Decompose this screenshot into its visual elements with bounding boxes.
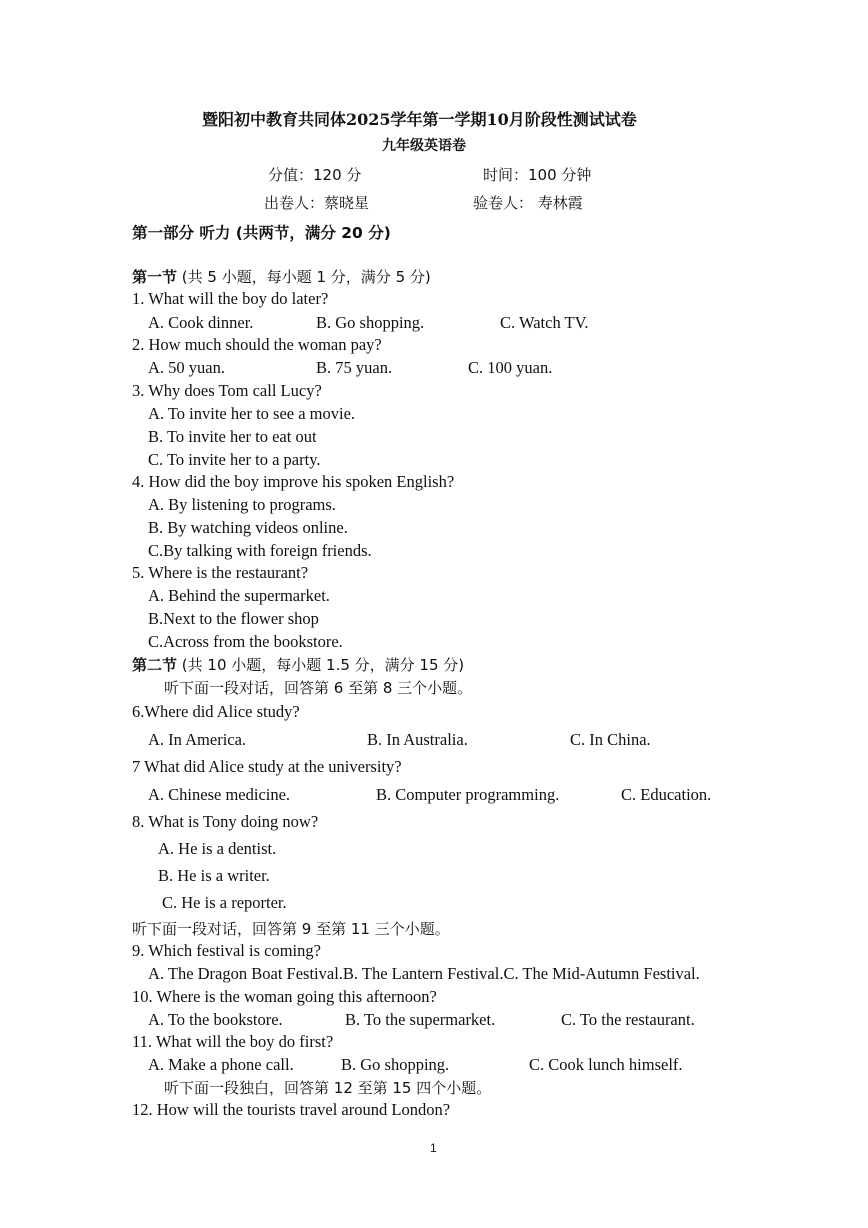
- section2-instruction-3: 听下面一段独白，回答第 12 至第 15 四个小题。: [164, 1079, 492, 1097]
- question-8: 8. What is Tony doing now?: [132, 812, 319, 831]
- section1-heading: [132, 266, 431, 287]
- q2-option-b: B. 75 yuan.: [316, 358, 393, 377]
- q8-option-c: C. He is a reporter.: [162, 893, 287, 912]
- q6-option-a: A. In America.: [148, 730, 247, 749]
- score-info: 分值：120 分: [268, 166, 362, 184]
- q11-option-c: C. Cook lunch himself.: [529, 1055, 683, 1074]
- q10-option-c: C. To the restaurant.: [561, 1010, 695, 1029]
- q9-options: A. The Dragon Boat Festival.B. The Lantern Festival.C. The Mid-Autumn Festival.: [148, 964, 700, 983]
- question-12: 12. How will the tourists travel around London?: [132, 1100, 451, 1119]
- question-11: 11. What will the boy do first?: [132, 1032, 334, 1051]
- q2-option-c: C. 100 yuan.: [468, 358, 553, 377]
- time-info: 时间：100 分钟: [483, 166, 592, 184]
- section1-heading-bold: 第一节: [132, 268, 178, 286]
- q5-option-b: B.Next to the flower shop: [148, 609, 319, 628]
- question-1: 1. What will the boy do later?: [132, 289, 329, 308]
- part1-heading: 第一部分 听力 (共两节，满分 20 分): [132, 224, 391, 242]
- section2-heading: [132, 654, 464, 675]
- question-2: 2. How much should the woman pay?: [132, 335, 382, 354]
- section2-heading-rest: (共 10 小题，每小题 1.5 分，满分 15 分): [177, 656, 465, 674]
- question-4: 4. How did the boy improve his spoken English?: [132, 472, 455, 491]
- section2-instruction-1: 听下面一段对话，回答第 6 至第 8 三个小题。: [164, 679, 473, 697]
- q1-option-c: C. Watch TV.: [500, 313, 589, 332]
- q6-option-c: C. In China.: [570, 730, 651, 749]
- question-6: 6.Where did Alice study?: [132, 702, 300, 721]
- q7-option-a: A. Chinese medicine.: [148, 785, 291, 804]
- q3-option-c: C. To invite her to a party.: [148, 450, 321, 469]
- q4-option-b: B. By watching videos online.: [148, 518, 348, 537]
- question-5: 5. Where is the restaurant?: [132, 563, 309, 582]
- question-7: 7 What did Alice study at the university?: [132, 757, 402, 776]
- section1-heading-rest: (共 5 小题，每小题 1 分，满分 5 分): [177, 268, 431, 286]
- checker-info: 验卷人： 寿林霞: [473, 194, 583, 212]
- q3-option-a: A. To invite her to see a movie.: [148, 404, 356, 423]
- q3-option-b: B. To invite her to eat out: [148, 427, 317, 446]
- q7-option-b: B. Computer programming.: [376, 785, 560, 804]
- q8-option-a: A. He is a dentist.: [158, 839, 277, 858]
- q5-option-c: C.Across from the bookstore.: [148, 632, 343, 651]
- question-10: 10. Where is the woman going this afternoon?: [132, 987, 437, 1006]
- question-3: 3. Why does Tom call Lucy?: [132, 381, 322, 400]
- q2-option-a: A. 50 yuan.: [148, 358, 225, 377]
- q1-option-a: A. Cook dinner.: [148, 313, 254, 332]
- q8-option-b: B. He is a writer.: [158, 866, 270, 885]
- q11-option-a: A. Make a phone call.: [148, 1055, 294, 1074]
- q7-option-c: C. Education.: [621, 785, 712, 804]
- page-number: 1: [430, 1141, 437, 1155]
- question-9: 9. Which festival is coming?: [132, 941, 321, 960]
- q11-option-b: B. Go shopping.: [341, 1055, 450, 1074]
- section2-instruction-2: 听下面一段对话，回答第 9 至第 11 三个小题。: [132, 920, 450, 938]
- q10-option-b: B. To the supermarket.: [345, 1010, 496, 1029]
- exam-subtitle: 九年级英语卷: [382, 138, 466, 154]
- q6-option-b: B. In Australia.: [367, 730, 468, 749]
- exam-title: 暨阳初中教育共同体2025学年第一学期10月阶段性测试试卷: [202, 110, 637, 129]
- setter-info: 出卷人：蔡晓星: [264, 194, 370, 212]
- q10-option-a: A. To the bookstore.: [148, 1010, 283, 1029]
- q4-option-c: C.By talking with foreign friends.: [148, 541, 372, 560]
- q5-option-a: A. Behind the supermarket.: [148, 586, 330, 605]
- q4-option-a: A. By listening to programs.: [148, 495, 336, 514]
- section2-heading-bold: 第二节: [132, 656, 178, 674]
- q1-option-b: B. Go shopping.: [316, 313, 425, 332]
